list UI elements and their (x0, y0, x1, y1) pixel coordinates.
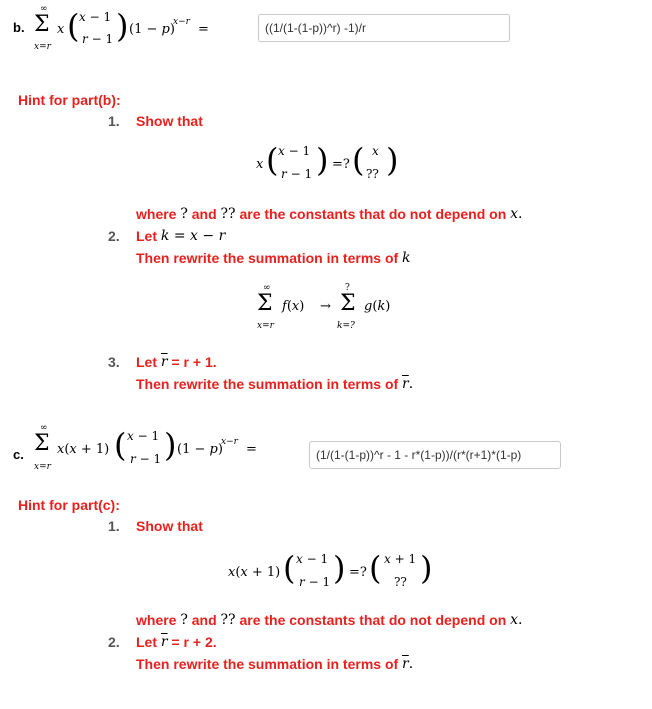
hint-b-step2-text: Let k = x − r (136, 228, 226, 244)
part-c-answer-input[interactable]: (1/(1-(1-p))^r - 1 - r*(1-p))/(r*(r+1)*(1-p) (309, 441, 561, 469)
hint-b-step3-after: Then rewrite the summation in terms of $\overline{r}$ . (136, 376, 414, 392)
step2-after-text: Then rewrite the summation in terms of (136, 250, 399, 266)
hint-b-step2-after: Then rewrite the summation in terms of k (136, 250, 411, 266)
constant-q1: ? (180, 206, 188, 222)
hint-b-step1-number: 1. (108, 113, 120, 129)
hint-c-step2-text: Let $\overline{r}$ = r + 2. (136, 634, 217, 650)
hint-b-step3-text: Let $\overline{r}$ = r + 1. (136, 354, 217, 370)
hint-c-binomial-identity: x(x + 1) ( x − 1 r − 1 ) =? ( x + 1 ?? ) (228, 549, 433, 589)
hint-b-where-line: where ? and ?? are the constants that do not depend on x . (136, 206, 523, 222)
hint-c-step1-text: Show that (136, 518, 203, 534)
hint-b-step1-text: Show that (136, 113, 203, 129)
part-c-label: c. (13, 447, 24, 462)
hint-c-title: Hint for part(c): (18, 497, 120, 513)
where-mid-c: and (191, 612, 217, 628)
constant-q2-c: ?? (220, 612, 236, 628)
hint-b-step3-number: 3. (108, 354, 120, 370)
hint-c-step1-number: 1. (108, 518, 120, 534)
where-suffix-c: are the constants that do not depend on (239, 612, 507, 628)
step3-let: Let (136, 354, 157, 370)
where-suffix: are the constants that do not depend on (239, 206, 507, 222)
hint-b-step2-number: 2. (108, 228, 120, 244)
hint-c-step2-after: Then rewrite the summation in terms of $\overline{r}$ . (136, 656, 414, 672)
hint-b-sum-transform: ∞ Σ x=r f(x) → ? Σ k=? g(k) (257, 283, 391, 331)
part-b-expression: ∞ Σ x=r x ( x − 1 r − 1 ) (1 − p) x−r = (34, 4, 209, 52)
step2c-let: Let (136, 634, 157, 650)
where-mid: and (191, 206, 217, 222)
where-prefix-c: where (136, 612, 177, 628)
hint-b-title: Hint for part(b): (18, 92, 121, 108)
step2c-after-text: Then rewrite the summation in terms of (136, 656, 399, 672)
part-b-answer-input[interactable]: ((1/(1-(1-p))^r) -1)/r (258, 14, 510, 42)
step3-after-text: Then rewrite the summation in terms of (136, 376, 399, 392)
constant-q1-c: ? (180, 612, 188, 628)
step2c-tail: = r + 2. (171, 634, 217, 650)
hint-b-binomial-identity: x ( x − 1 r − 1 ) =? ( x ?? ) (256, 141, 399, 181)
step3-tail: = r + 1. (171, 354, 217, 370)
hint-c-step2-number: 2. (108, 634, 120, 650)
part-b-label: b. (13, 20, 25, 35)
part-c-expression: ∞ Σ x=r x(x + 1) ( x − 1 r − 1 ) (1 − p) x−r = (34, 423, 257, 472)
step2-let: Let (136, 228, 157, 244)
hint-c-where-line: where ? and ?? are the constants that do not depend on x . (136, 612, 523, 628)
constant-q2: ?? (220, 206, 236, 222)
where-prefix: where (136, 206, 177, 222)
